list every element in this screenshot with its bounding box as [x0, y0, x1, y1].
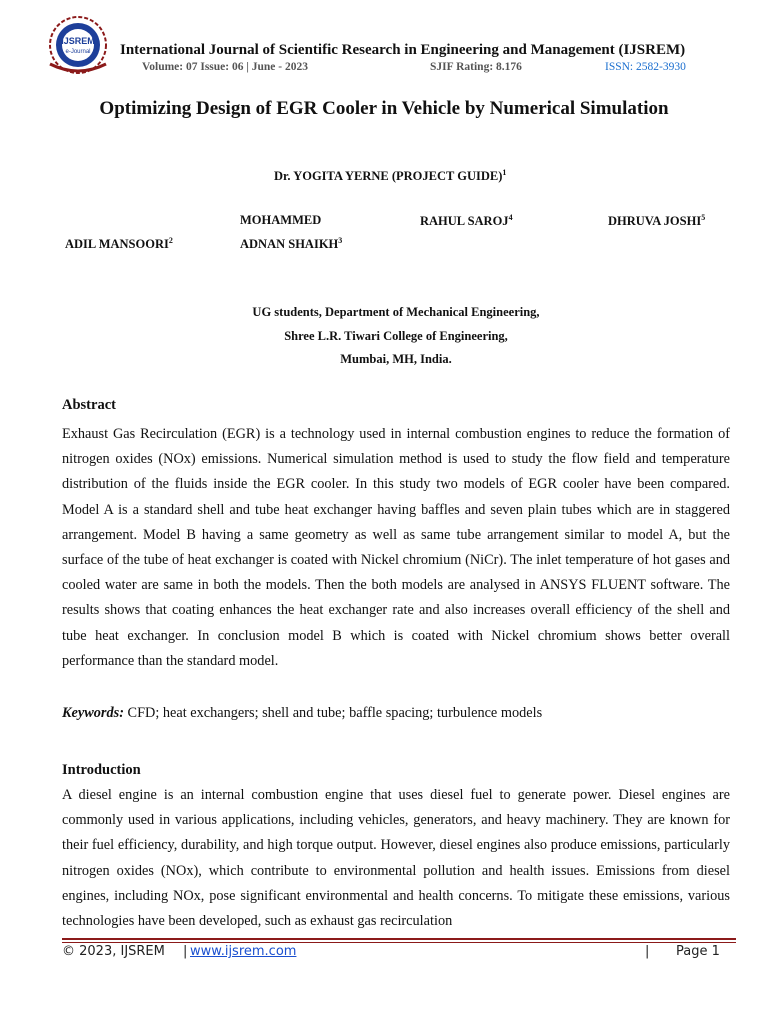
affiliation-line: Shree L.R. Tiwari College of Engineering, [284, 329, 508, 343]
journal-logo [44, 14, 112, 76]
ijsrem-logo-icon [44, 14, 112, 76]
footer-separator: | [183, 944, 188, 959]
introduction-heading: Introduction [62, 762, 141, 778]
journal-volume: Volume: 07 Issue: 06 | June - 2023 [142, 61, 308, 73]
keywords [62, 705, 542, 722]
abstract-text: Exhaust Gas Recirculation (EGR) is a technology used in internal combustion engines to reduce the formation of nitrogen oxides (NOx) emissions. Numerical simulation method is used to study the flow field and temperature distribution of the fluids inside the EGR cooler. In this study two models of EGR cooler have been compared. Model A is a standard shell and tube heat exchanger having baffles and seven plain tubes which are in staggered arrangement. Model B having a same geometry as well as same tube arrangement similar to model A, but the surface of the tube of heat exchanger is coated with Nickel chromium (NiCr). The inlet temperature of hot gases and cooled water are same in both the models. Then the both models are analysed in ANSYS FLUENT software. The results shows that coating enhances the heat exchanger rate and also increases overall efficiency of the shell and tube heat exchanger. In conclusion model B which is coated with Nickel chromium shows better overall performance than the standard model. [62, 426, 730, 669]
footer-separator: | [645, 944, 650, 959]
affiliation-line: UG students, Department of Mechanical Engineering, [252, 305, 540, 319]
project-guide: Dr. YOGITA YERNE (PROJECT GUIDE)$^1$ [274, 168, 507, 184]
author-dhruva: DHRUVA JOSHI$^5$ [608, 213, 706, 229]
paper-title: Optimizing Design of EGR Cooler in Vehicle by Numerical Simulation [99, 98, 669, 119]
journal-title: International Journal of Scientific Research in Engineering and Management (IJSREM) [120, 42, 686, 58]
footer-page-number: Page 1 [676, 944, 720, 959]
journal-issn: ISSN: 2582-3930 [605, 61, 686, 73]
introduction-text: A diesel engine is an internal combustion engine that uses diesel fuel to generate power. Diesel engines are commonly used in various applications, including vehicles, generators, and heavy machinery. They are known for their fuel efficiency, durability, and high torque output. However, diesel engines also produce emissions, particularly nitrogen oxides (NOx), which contribute to environmental pollution and health issues. Emissions from diesel engines, including NOx, pose significant environmental and health concerns. To mitigate these emissions, various technologies have been developed, such as exhaust gas recirculation [62, 787, 730, 930]
author-adil: ADIL MANSOORI$^2$ [65, 236, 173, 252]
author-mohammed-line2: ADNAN SHAIKH$^3$ [240, 236, 343, 252]
footer-divider [62, 938, 736, 940]
author-rahul: RAHUL SAROJ$^4$ [420, 213, 513, 229]
footer-website-link[interactable]: www.ijsrem.com [190, 944, 297, 959]
affiliation-line: Mumbai, MH, India. [340, 352, 452, 366]
keywords-text: CFD; heat exchangers; shell and tube; baffle spacing; turbulence models [127, 705, 543, 721]
author-mohammed-line1: MOHAMMED [240, 213, 322, 227]
keywords-label: Keywords: [62, 705, 124, 721]
abstract-heading: Abstract [62, 397, 116, 413]
svg-text:e-Journal: e-Journal [65, 49, 91, 55]
svg-text:IJSREM: IJSREM [61, 36, 95, 46]
footer-divider [62, 942, 736, 943]
journal-sjif-rating: SJIF Rating: 8.176 [430, 61, 522, 73]
footer-copyright: © 2023, IJSREM [62, 944, 165, 959]
